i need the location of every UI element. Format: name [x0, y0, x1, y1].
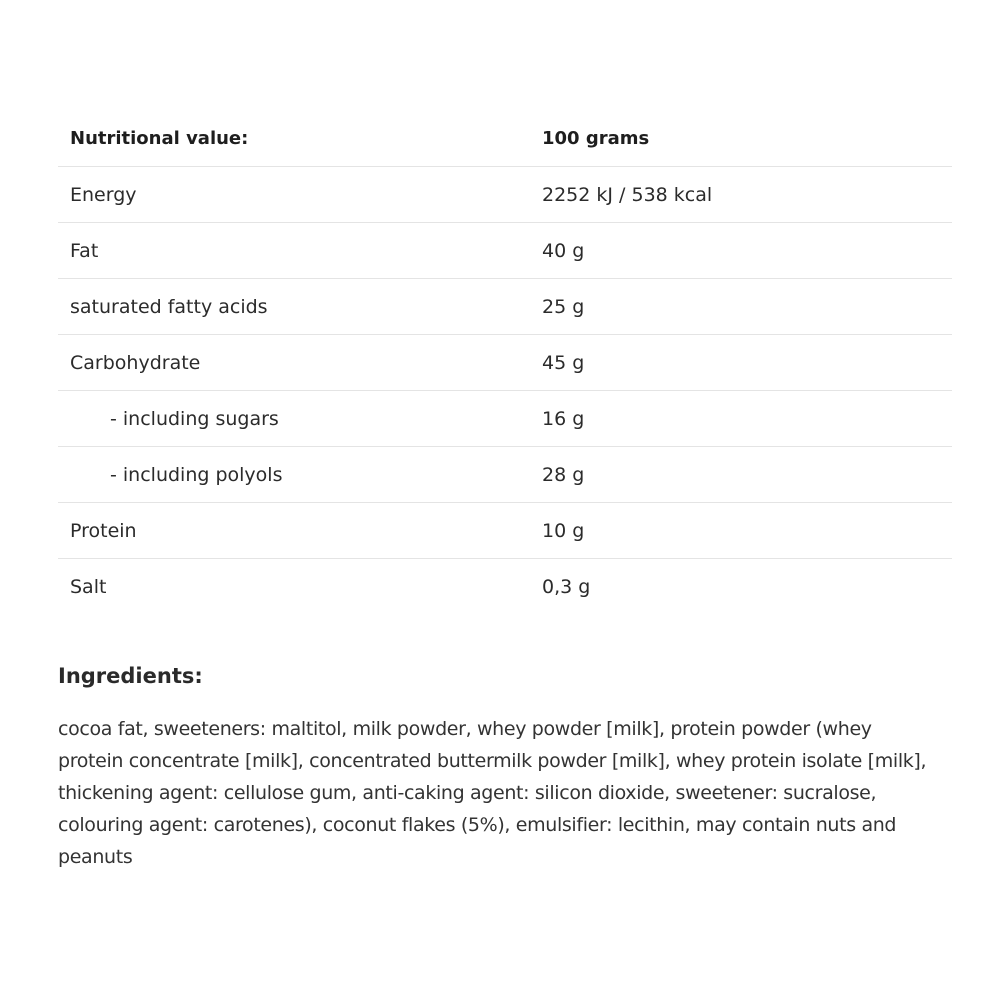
row-label: saturated fatty acids	[58, 279, 530, 335]
row-label: Fat	[58, 223, 530, 279]
row-value: 2252 kJ / 538 kcal	[530, 167, 952, 223]
table-row-carbohydrate	[58, 335, 952, 391]
table-row-polyols	[58, 447, 952, 503]
row-value: 16 g	[530, 391, 952, 447]
header-label: Nutritional value:	[58, 111, 530, 167]
row-value: 28 g	[530, 447, 952, 503]
table-row-fat	[58, 223, 952, 279]
row-label: Salt	[70, 575, 107, 598]
table-row-salt	[58, 559, 952, 615]
table-row-energy	[58, 167, 952, 223]
table-row-protein	[58, 503, 952, 559]
row-value: 10 g	[530, 503, 952, 559]
row-label: Protein	[58, 503, 530, 559]
ingredients-heading: Ingredients:	[58, 664, 203, 688]
table-row-saturated-fatty-acids	[58, 279, 952, 335]
row-label: Carbohydrate	[58, 335, 530, 391]
ingredients-text: cocoa fat, sweeteners: maltitol, milk powder, whey powder [milk], protein powder (whey protein concentrate [milk], concentrated buttermilk powder [milk], whey protein isolate [milk], thickening agent: cellulose gum, anti-caking agent: silicon dioxide, sweetener: sucralose, colouring agent: carotenes), coconut flakes (5%), emulsifier: lecithin, may contain nuts and peanuts	[58, 718, 927, 868]
nutrition-table-header	[58, 111, 952, 167]
row-value: 40 g	[530, 223, 952, 279]
header-value: 100 grams	[530, 111, 952, 167]
row-value: 25 g	[530, 279, 952, 335]
row-label: - including sugars	[58, 391, 530, 447]
table-row-sugars	[58, 391, 952, 447]
row-label: - including polyols	[58, 447, 530, 503]
row-label: Energy	[58, 167, 530, 223]
row-value: 45 g	[530, 335, 952, 391]
row-value: 0,3 g	[542, 575, 591, 598]
nutrition-table	[58, 111, 952, 614]
